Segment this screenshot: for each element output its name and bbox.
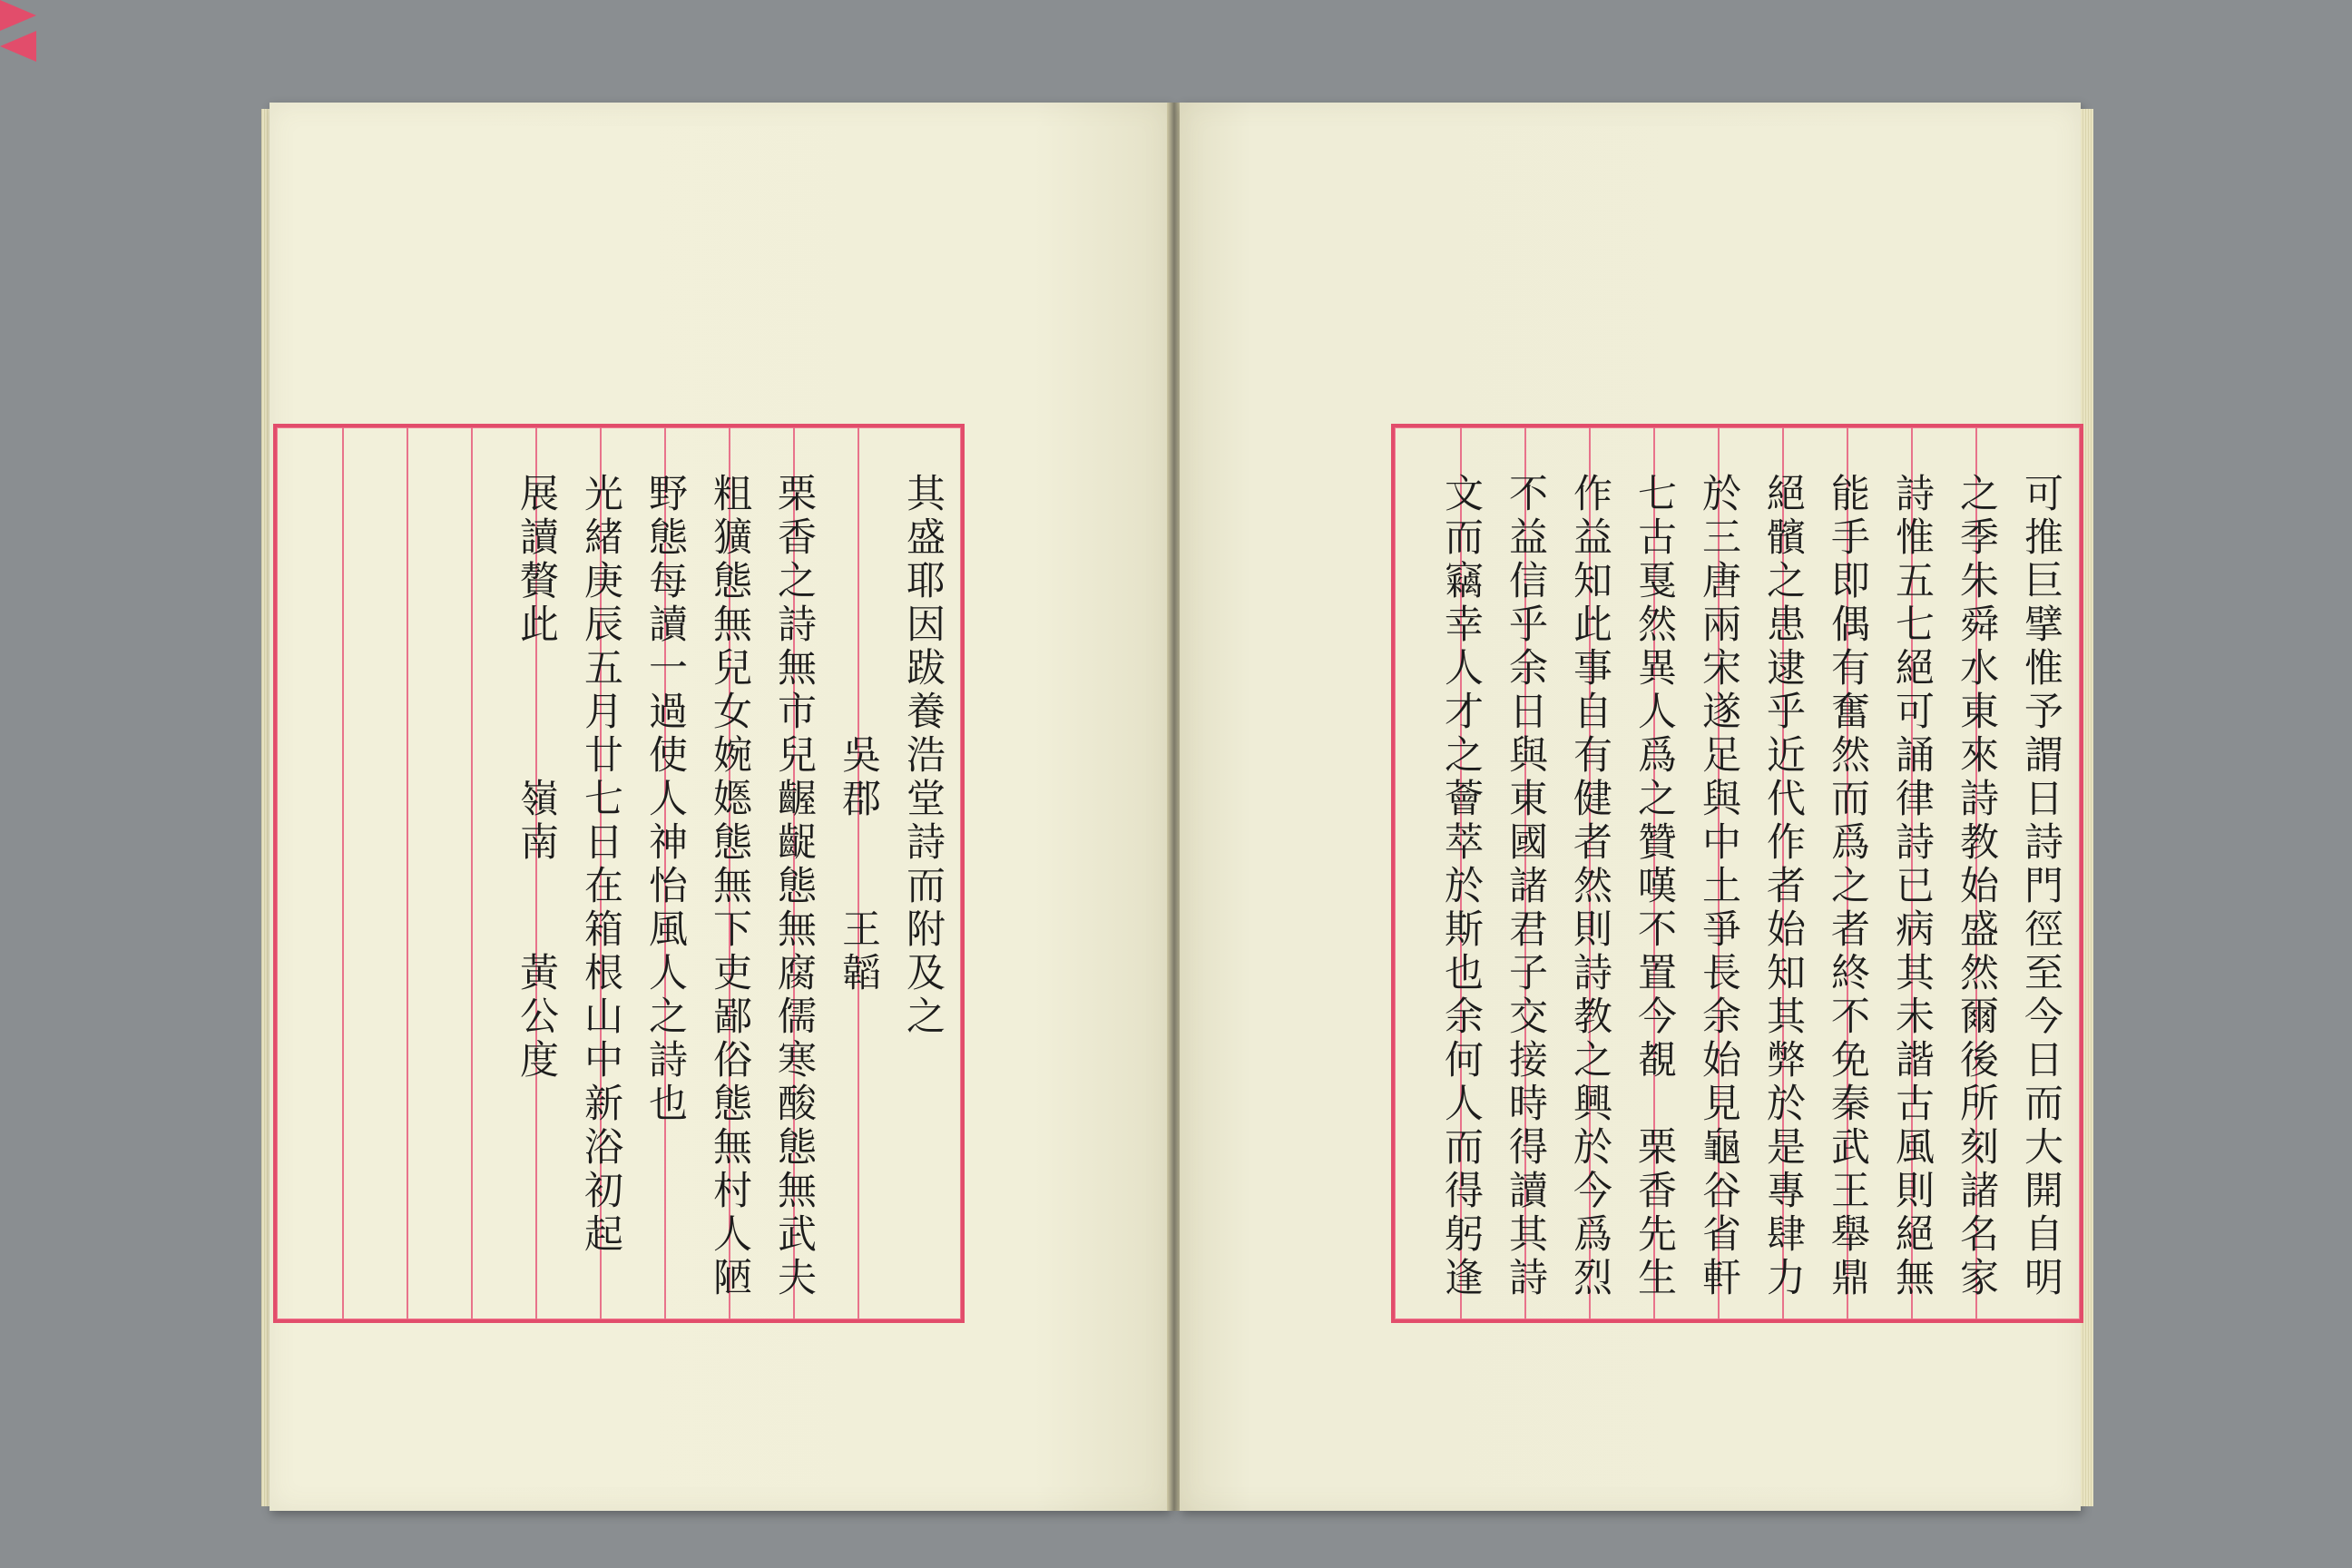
text-column: 野態每讀一過使人神怡風人之詩也 bbox=[642, 473, 688, 1126]
text-column: 之季朱舜水東來詩教始盛然爾後所刻諸名家 bbox=[1954, 473, 1999, 1300]
text-column: 吳郡 王韜 bbox=[836, 473, 881, 995]
text-column: 作益知此事自有健者然則詩教之興於今爲烈 bbox=[1567, 473, 1612, 1300]
text-column: 詩惟五七絕可誦律詩已病其未諧古風則絕無 bbox=[1889, 473, 1935, 1300]
text-column: 於三唐兩宋遂足與中土爭長余始見龜谷省軒 bbox=[1696, 473, 1741, 1300]
fishtail-mark-left bbox=[0, 0, 36, 31]
text-column: 絕髕之患逮乎近代作者始知其弊於是專肆力 bbox=[1760, 473, 1806, 1300]
column-rule bbox=[471, 427, 473, 1319]
fishtail-mark-right bbox=[0, 31, 36, 62]
left-text-frame bbox=[273, 424, 965, 1323]
text-column: 其盛耶因跋養浩堂詩而附及之 bbox=[900, 473, 946, 1039]
column-rule bbox=[342, 427, 344, 1319]
text-column: 栗香之詩無市兒齷齪態無腐儒寒酸態無武夫 bbox=[771, 473, 817, 1300]
text-column: 展讀贅此 嶺南 黃公度 bbox=[514, 473, 559, 1083]
text-column: 文而竊幸人才之薈萃於斯也余何人而得躬逢 bbox=[1438, 473, 1484, 1300]
text-column: 不益信乎余日與東國諸君子交接時得讀其詩 bbox=[1503, 473, 1548, 1300]
column-rule bbox=[407, 427, 408, 1319]
text-column: 七古戛然異人爲之贊嘆不置今覩 栗香先生 bbox=[1632, 473, 1677, 1300]
right-text-frame bbox=[1391, 424, 2083, 1323]
text-column: 能手即偶有奮然而爲之者終不免秦武王舉鼎 bbox=[1825, 473, 1870, 1300]
text-column: 光緒庚辰五月廿七日在箱根山中新浴初起 bbox=[578, 473, 623, 1257]
text-column: 粗獷態無兒女婉嫕態無下吏鄙俗態無村人陋 bbox=[707, 473, 752, 1300]
text-column: 可推巨擘惟予謂日詩門徑至今日而大開自明 bbox=[2018, 473, 2063, 1300]
